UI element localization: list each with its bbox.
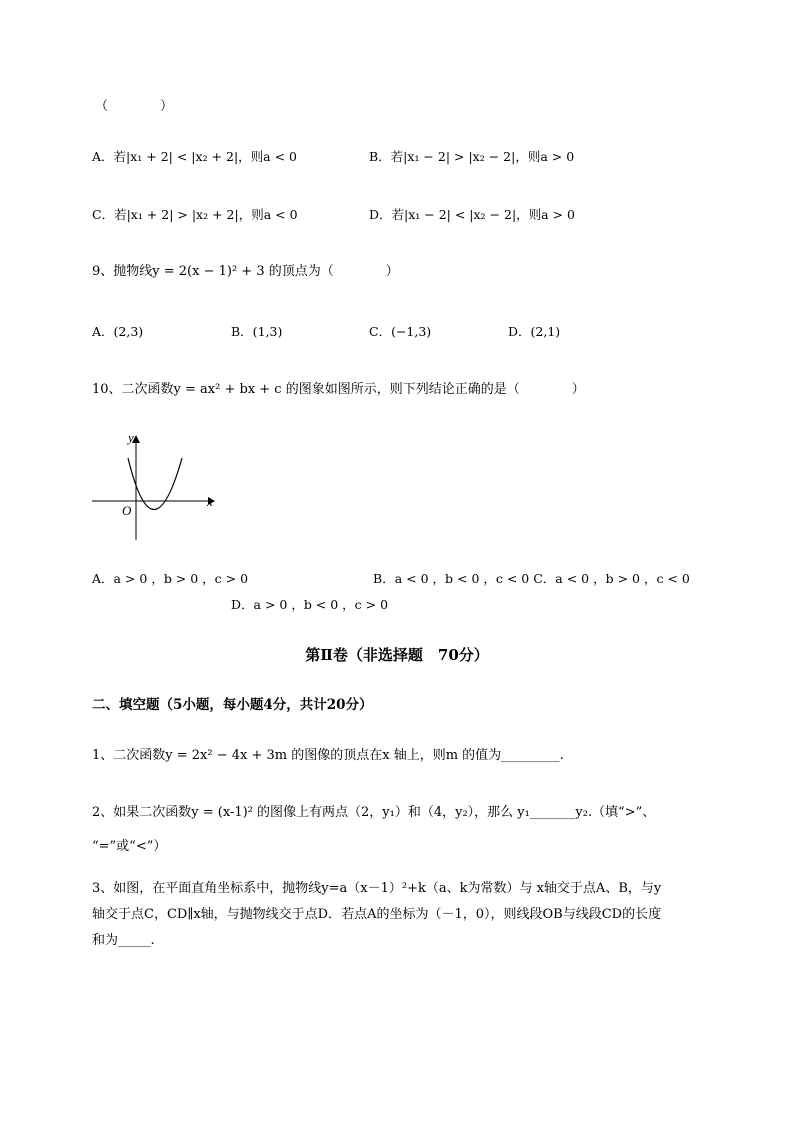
section-heading: 二、填空题（5小题，每小题4分，共计20分） xyxy=(92,697,373,713)
fill-question-2-line1: 2、如果二次函数y = (x-1)² 的图像上有两点（2，y₁）和（4，y₂），那么 y₁_______y₂.（填“>”、 xyxy=(92,805,656,820)
q9-option-c: C．(−1,3) xyxy=(369,324,432,339)
q10-option-d: D．a > 0 ，b < 0 ，c > 0 xyxy=(231,597,389,612)
q9-option-b: B．(1,3) xyxy=(231,324,283,339)
q8-option-d: D．若|x₁ − 2| < |x₂ − 2|，则a > 0 xyxy=(369,207,575,222)
q9-stem: 9、抛物线y = 2(x − 1)² + 3 的顶点为（ ） xyxy=(92,264,399,279)
q8-paren: （ ） xyxy=(95,99,174,114)
parabola-graph xyxy=(86,428,221,546)
q8-option-b: B．若|x₁ − 2| > |x₂ − 2|，则a > 0 xyxy=(369,149,575,164)
part2-title: 第Ⅱ卷（非选择题 70分） xyxy=(305,646,489,664)
fill-question-3-line2: 轴交于点C，CD∥x轴，与抛物线交于点D．若点A的坐标为（－1，0），则线段OB与线段CD的长度 xyxy=(92,907,662,922)
x-axis-label: x xyxy=(207,494,213,509)
fill-question-3-line1: 3、如图，在平面直角坐标系中，抛物线y=a（x－1）²+k（a、k为常数）与 x轴交于点A、B，与y xyxy=(92,881,662,896)
q8-option-c: C．若|x₁ + 2| > |x₂ + 2|，则a < 0 xyxy=(92,207,298,222)
origin-label: O xyxy=(122,503,132,518)
q9-option-d: D．(2,1) xyxy=(508,324,561,339)
q10-stem: 10、二次函数y = ax² + bx + c 的图象如图所示，则下列结论正确的是（ ） xyxy=(92,382,585,397)
y-axis-label: y xyxy=(128,430,134,445)
q8-option-a: A．若|x₁ + 2| < |x₂ + 2|，则a < 0 xyxy=(92,149,297,164)
fill-question-1: 1、二次函数y = 2x² − 4x + 3m 的图像的顶点在x 轴上，则m 的值为_________. xyxy=(92,748,564,763)
q9-option-a: A．(2,3) xyxy=(92,324,144,339)
fill-question-2-line2: “=”或“<”） xyxy=(92,839,167,854)
q10-options-abc: A．a > 0 ，b > 0 ，c > 0 B．a < 0 ，b < 0 ，c < 0 C．a < 0 ，b > 0 ，c < 0 xyxy=(92,571,690,586)
fill-question-3-line3: 和为_____. xyxy=(92,933,155,948)
